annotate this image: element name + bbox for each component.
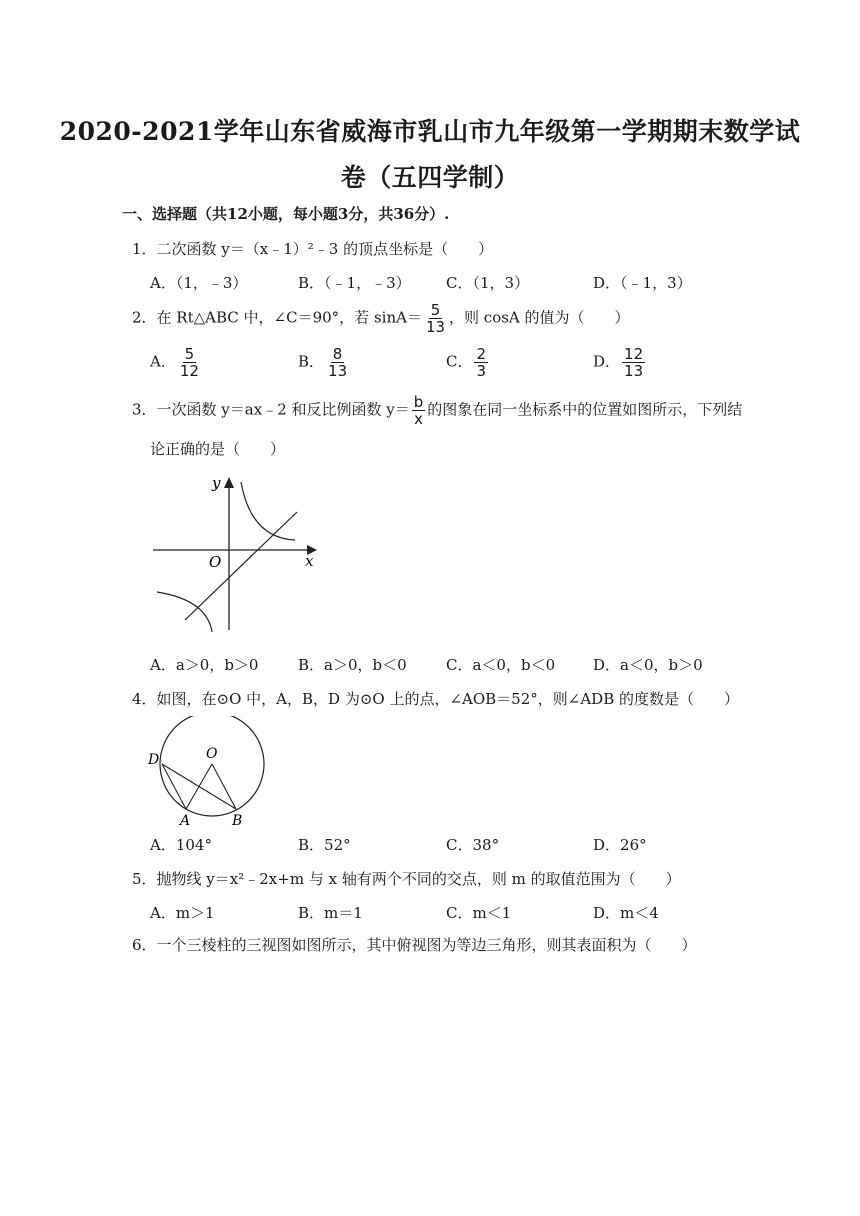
q3-y-label: y bbox=[212, 474, 221, 492]
question-3-stem-line2: 论正确的是（ ） bbox=[150, 440, 286, 458]
q3-origin-label: O bbox=[209, 553, 222, 571]
q2-stem-part-b: ，则 cosA 的值为（ ） bbox=[449, 308, 630, 327]
q2-option-d bbox=[593, 346, 647, 379]
q4-option-b: B．52° bbox=[298, 836, 351, 854]
q1-option-a: A．（1，﹣3） bbox=[150, 274, 248, 292]
q1-option-c: C．（1，3） bbox=[446, 274, 530, 292]
q4-circle bbox=[160, 716, 264, 816]
q2-option-b-fraction bbox=[326, 346, 349, 379]
q3-option-b: B．a＞0，b＜0 bbox=[298, 656, 407, 674]
question-3-stem bbox=[132, 394, 742, 427]
q3-stem-frac-den: x bbox=[414, 410, 423, 428]
q2-option-a-num: 5 bbox=[184, 345, 195, 363]
q2-stem-frac-num: 5 bbox=[430, 301, 441, 319]
question-1-stem: 1．二次函数 y＝（x﹣1）²﹣3 的顶点坐标是（ ） bbox=[132, 240, 494, 258]
q2-option-d-num: 12 bbox=[624, 345, 644, 363]
q2-option-c-label: C． bbox=[446, 352, 473, 371]
q4-label-d: D bbox=[148, 752, 160, 768]
q2-option-d-den: 13 bbox=[624, 362, 644, 380]
q3-hyperbola-branch-2 bbox=[157, 592, 212, 632]
q2-option-a-den: 12 bbox=[179, 362, 199, 380]
q3-x-label: x bbox=[305, 552, 314, 570]
q3-graph bbox=[145, 470, 330, 640]
question-5-stem: 5．抛物线 y＝x²﹣2x+m 与 x 轴有两个不同的交点，则 m 的取值范围为（ ） bbox=[132, 870, 681, 888]
q4-option-c: C．38° bbox=[446, 836, 500, 854]
exam-title-line1: 2020-2021学年山东省威海市乳山市九年级第一学期期末数学试 bbox=[59, 117, 801, 146]
q1-option-b: B．（﹣1，﹣3） bbox=[298, 274, 411, 292]
q4-label-b: B bbox=[232, 813, 243, 828]
q2-option-c-fraction bbox=[474, 346, 488, 379]
q5-option-c: C．m＜1 bbox=[446, 904, 512, 922]
section-heading: 一、选择题（共12小题，每小题3分，共36分）. bbox=[122, 205, 450, 223]
q5-option-b: B．m＝1 bbox=[298, 904, 363, 922]
q3-stem-frac-num: b bbox=[413, 393, 424, 411]
q4-option-d: D．26° bbox=[593, 836, 647, 854]
q4-label-a: A bbox=[180, 813, 191, 828]
q2-option-b bbox=[298, 346, 351, 379]
q2-option-a bbox=[150, 346, 203, 379]
q1-option-d: D．（﹣1，3） bbox=[593, 274, 692, 292]
q3-stem-fraction bbox=[412, 394, 426, 427]
q2-option-d-fraction bbox=[622, 346, 645, 379]
q5-option-a: A．m＞1 bbox=[150, 904, 215, 922]
q4-segment-oa bbox=[186, 764, 212, 809]
q2-option-b-den: 13 bbox=[328, 362, 348, 380]
q3-option-c: C．a＜0，b＜0 bbox=[446, 656, 556, 674]
q4-label-o: O bbox=[206, 746, 218, 762]
q3-stem-part-b: 的图象在同一坐标系中的位置如图所示，下列结 bbox=[427, 400, 743, 419]
q4-option-a: A．104° bbox=[150, 836, 212, 854]
q3-hyperbola-branch-1 bbox=[241, 482, 295, 540]
q3-option-a: A．a＞0，b＞0 bbox=[150, 656, 259, 674]
exam-title-line2: 卷（五四学制） bbox=[340, 163, 520, 192]
q2-option-b-label: B． bbox=[298, 352, 325, 371]
q3-linear-function-line bbox=[185, 512, 297, 620]
q2-option-b-num: 8 bbox=[332, 345, 343, 363]
q2-option-c-num: 2 bbox=[476, 345, 487, 363]
q2-stem-part-a: 2．在 Rt△ABC 中，∠C＝90°，若 sinA＝ bbox=[132, 308, 422, 327]
q2-option-a-fraction bbox=[178, 346, 201, 379]
question-4-stem: 4．如图，在⊙O 中，A，B，D 为⊙O 上的点，∠AOB＝52°，则∠ADB 的度数是（ ） bbox=[132, 690, 739, 708]
question-6-stem: 6．一个三棱柱的三视图如图所示，其中俯视图为等边三角形，则其表面积为（ ） bbox=[132, 936, 697, 954]
q3-option-d: D．a＜0，b＞0 bbox=[593, 656, 703, 674]
q3-stem-part-a: 3．一次函数 y＝ax﹣2 和反比例函数 y＝ bbox=[132, 400, 410, 419]
q4-circle-figure bbox=[144, 716, 268, 828]
q2-option-c-den: 3 bbox=[476, 362, 487, 380]
q2-stem-frac-den: 13 bbox=[425, 318, 446, 336]
q2-option-d-label: D． bbox=[593, 352, 621, 371]
q2-stem-fraction bbox=[424, 302, 447, 335]
q2-option-c bbox=[446, 346, 490, 379]
q3-y-arrow-icon bbox=[224, 477, 234, 488]
q2-option-a-label: A． bbox=[150, 352, 176, 371]
q5-option-d: D．m＜4 bbox=[593, 904, 659, 922]
question-2-stem bbox=[132, 302, 630, 335]
